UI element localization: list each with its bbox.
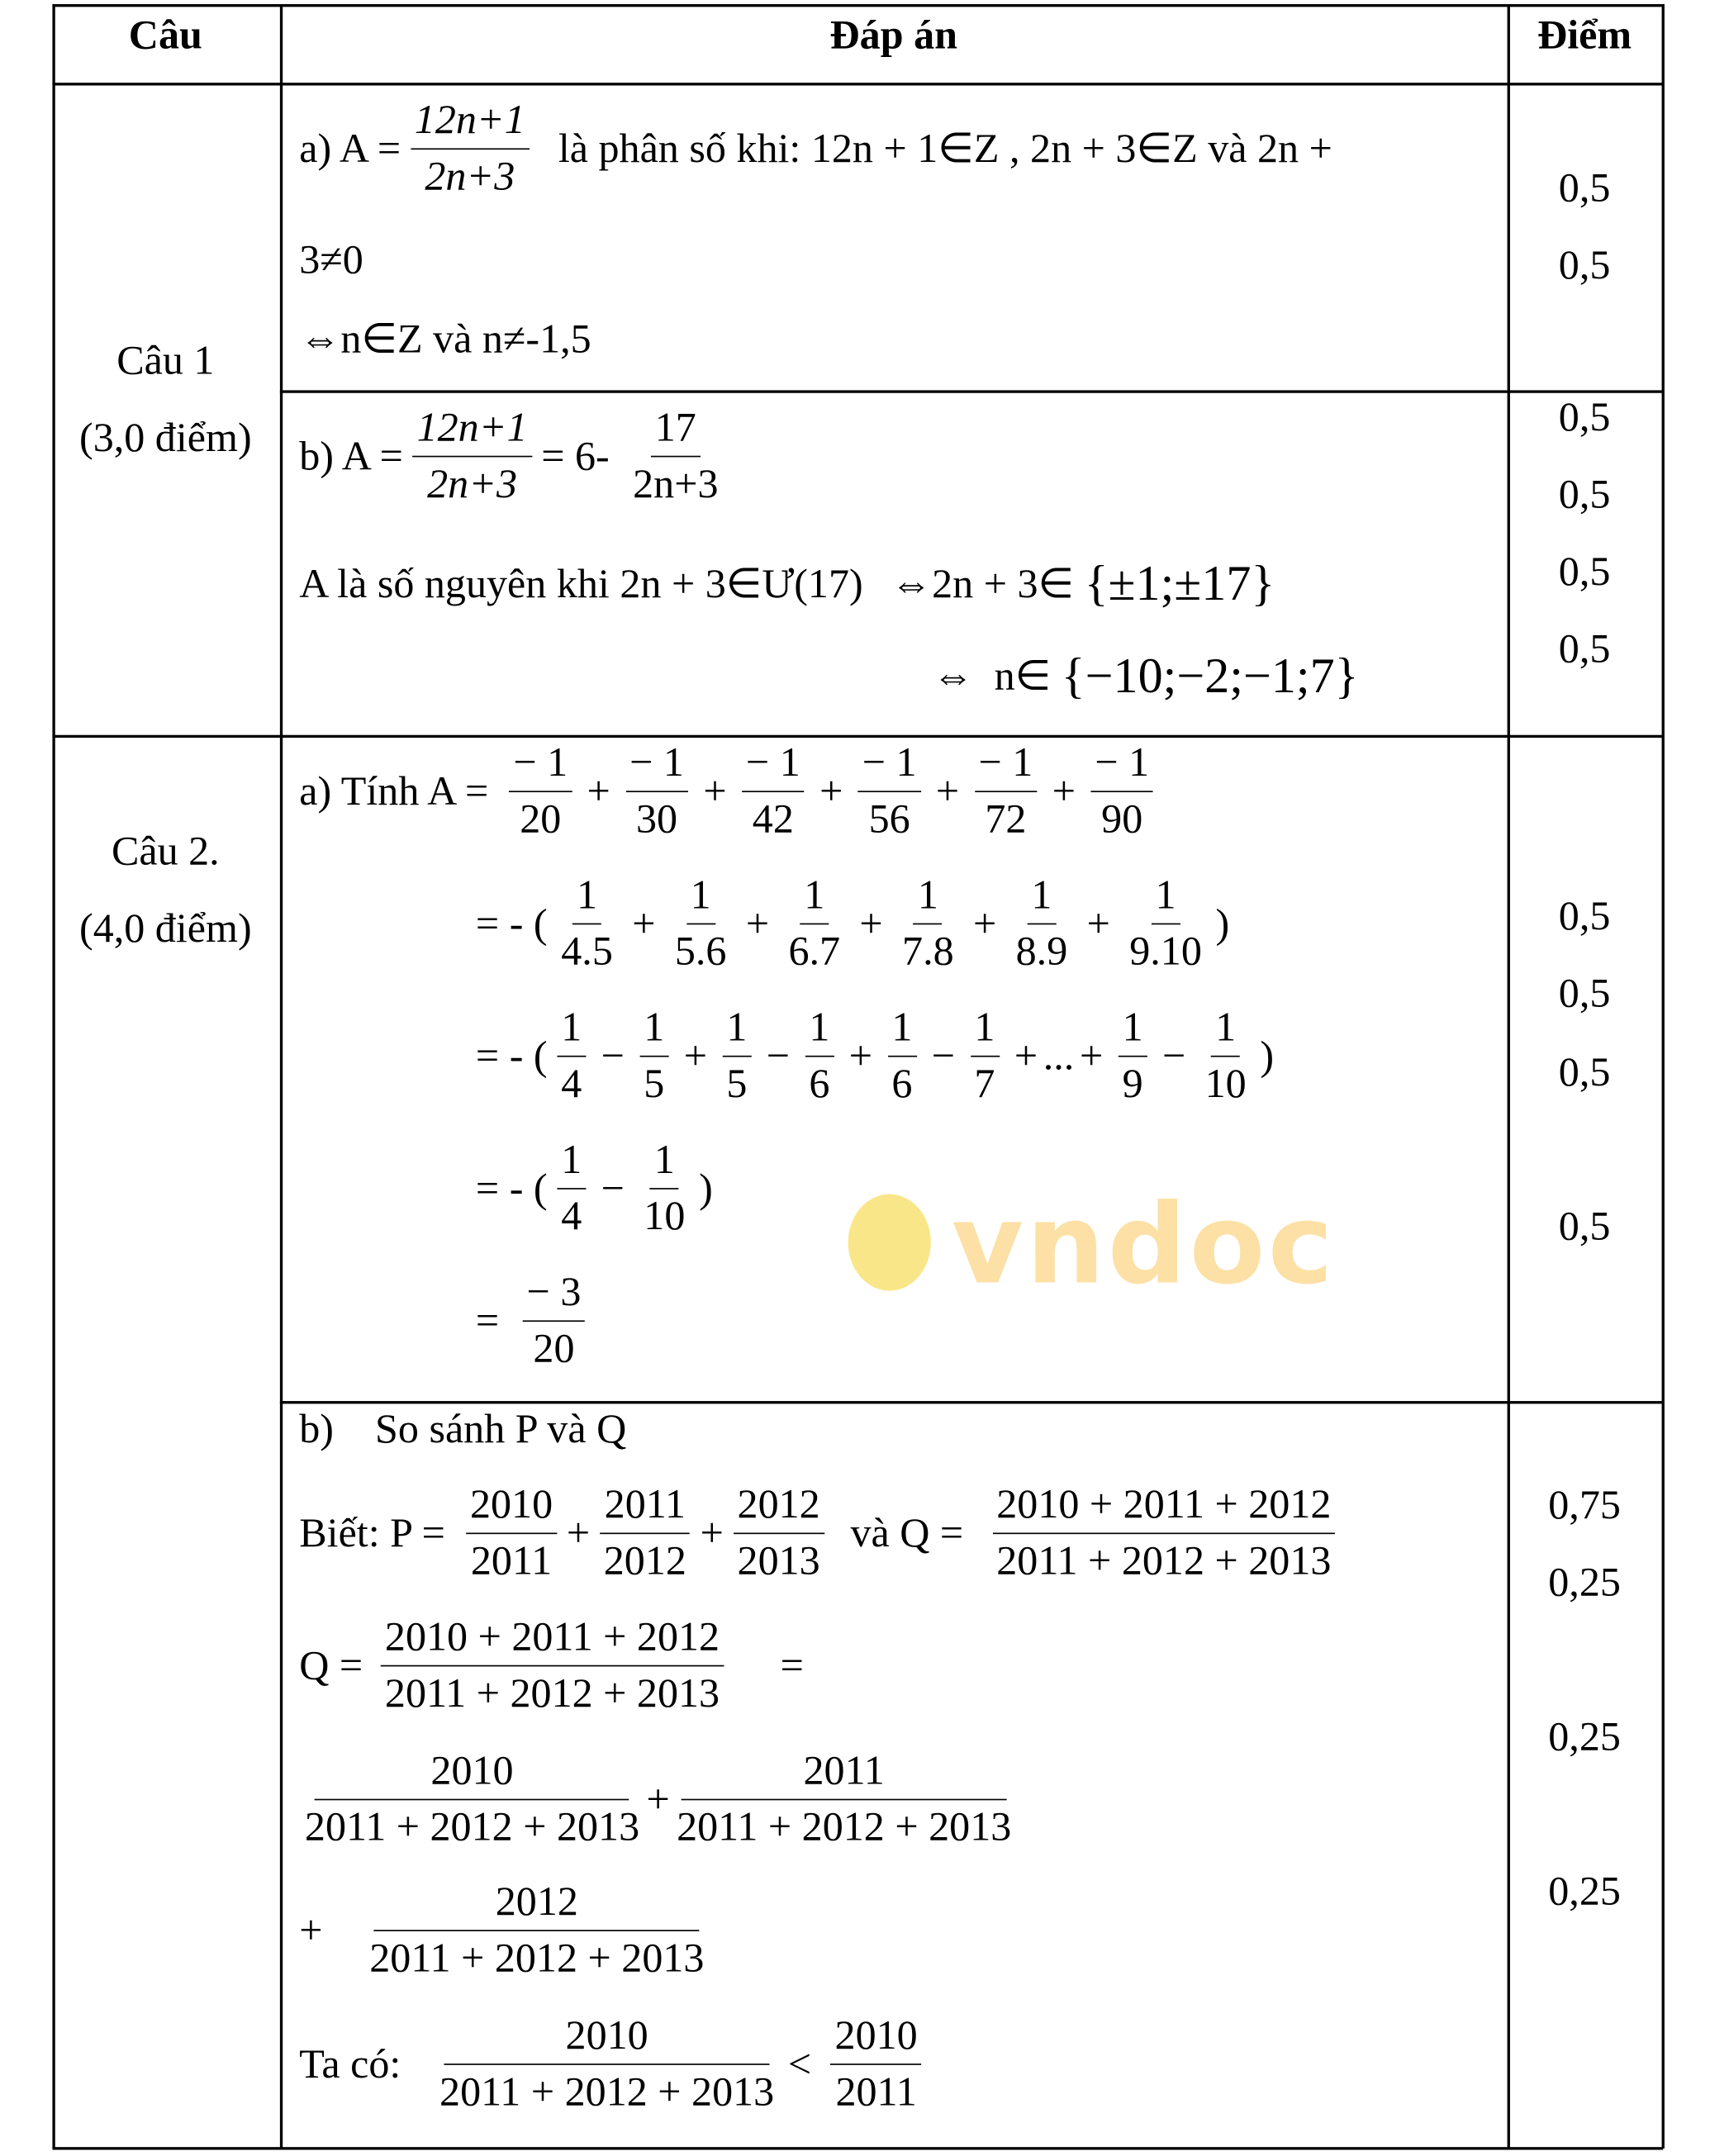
q2a-line3: = - ( 1 4 − $\frac{1}{5}$ + $\frac{1}{5}$ − $\frac{1}{6}$ + $\frac{1}{6}$ − $\frac{1}{7}$ + ... + $\frac{1}{9}$ − $\frac{1}{10}$ ) [476,1000,1274,1112]
fraction: $\frac{2011}{2012}$ [600,1478,691,1589]
fraction: 1 4 [557,1000,586,1112]
text: A là số nguyên khi 2n + 3∈Ư(17) [299,560,863,606]
fraction: $\frac{2010}{2011}$ [466,1478,557,1589]
watermark: vndoc [951,1180,1337,1309]
score: 0,5 [1558,242,1611,288]
score: 0,75 [1548,1482,1621,1528]
table-border [52,83,1663,85]
set: {−10;−2;−1;7} [1061,648,1359,704]
text: là phân số khi: 12n + 1∈Z , 2n + 3∈Z và 2n + [558,126,1332,172]
text: = 6- [541,433,610,479]
fraction: 17 2n+3 [629,401,722,512]
fraction: 2010 2011 [831,2008,922,2120]
score: 0,25 [1548,1868,1621,1915]
header-dap-an: Đáp án [829,12,957,59]
table-border [280,1401,1663,1403]
q2b-line4: + $\frac{2012}{2011 + 2012 + 2013}$ [299,1874,718,1986]
text: ⇔2n + 3∈ [891,560,1085,606]
q2b-line1: Biết: P = $\frac{2010}{2011}$ + $\frac{2011}{2012}$ + $\frac{2012}{2013}$ và Q = $\frac{2010 + 2011 + 2012}{2011 + 2012 + 2013}$ [299,1478,1345,1589]
fraction: $\frac{1}{6.7}$ [784,868,844,980]
q2-points: (4,0 điểm) [79,905,252,952]
q2a-line4: = - ( 1 4 − $\frac{1}{10}$ ) [476,1133,713,1244]
score: 0,5 [1558,548,1611,595]
set: {±1;±17} [1084,555,1275,611]
score: 0,5 [1558,1204,1611,1250]
q1b-line1 [299,401,732,512]
q1b-line2 [299,554,1275,612]
fraction: $\frac{1}{6}$ [887,1000,916,1112]
table-border [280,390,1663,392]
q1a-line2: 3≠0 [299,237,363,283]
fraction: $\frac{1}{9}$ [1119,1000,1147,1112]
fraction: 1 4 [557,1133,586,1244]
score: 0,5 [1558,893,1611,939]
q1-points: (3,0 điểm) [79,415,252,461]
table-border [52,4,1663,7]
table-border [52,4,55,2149]
score: 0,5 [1558,394,1611,440]
fraction: $\frac{1}{6}$ [805,1000,834,1112]
q2b-title: b) So sánh P và Q [299,1406,627,1452]
q1a-line3: ⇔n∈Z và n≠-1,5 [299,316,591,363]
fraction: $\frac{1}{8.9}$ [1012,868,1072,980]
fraction: $\frac{1}{10}$ [639,1133,689,1244]
fraction: $\frac{2010 + 2011 + 2012}{2011 + 2012 + 2013}$ [992,1478,1335,1589]
fraction: $\frac{- 1}{56}$ [858,736,921,848]
text: ⇔ n∈ [932,653,1062,699]
header-diem: Điểm [1537,12,1632,59]
score: 0,5 [1558,1049,1611,1095]
fraction: $\frac{2012}{2011 + 2012 + 2013}$ [365,1874,708,1986]
q2a-line1: a) Tính A = $\frac{- 1}{20}$ + $\frac{- 1}{30}$ + $\frac{- 1}{42}$ + $\frac{- 1}{56}$ + $\frac{- 1}{72}$ + $\frac{- 1}{90}$ [299,736,1163,848]
score: 0,5 [1558,165,1611,211]
fraction: $\frac{1}{7}$ [970,1000,999,1112]
table-border [1662,4,1665,2149]
header-cau: Câu [128,12,202,59]
q2a-line2: = - ( 1 4.5 + $\frac{1}{5.6}$ + $\frac{1}{6.7}$ + $\frac{1}{7.8}$ + $\frac{1}{8.9}$ + $\frac{1}{9.10}$ ) [476,868,1229,980]
q1-label: Câu 1 [116,337,215,384]
fraction: 1 4.5 [557,868,617,980]
fraction: $\frac{- 1}{20}$ [509,736,572,848]
fraction: $\frac{- 1}{72}$ [975,736,1038,848]
fraction: $\frac{1}{5}$ [639,1000,668,1112]
fraction: $\frac{- 1}{90}$ [1090,736,1153,848]
fraction: $\frac{- 1}{42}$ [742,736,805,848]
fraction: $\frac{2012}{2013}$ [734,1478,824,1589]
fraction: $\frac{12n+1}{2n+3}$ [411,93,530,205]
q1a-line1 [299,93,1332,205]
score: 0,5 [1558,971,1611,1017]
fraction: 2010 2011 + 2012 + 2013 [301,1744,644,1855]
text: a) A = [299,125,401,171]
text: a) Tính A = [299,767,489,814]
fraction: $\frac{1}{7.8}$ [898,868,958,980]
chick-logo-icon [848,1194,931,1291]
score: 0,25 [1548,1714,1621,1760]
fraction: $\frac{- 3}{20}$ [523,1266,586,1377]
table-border [1508,4,1510,2149]
q2b-line5: Ta có: 2010 2011 + 2012 + 2013 < 2010 2011 [299,2008,931,2120]
fraction: $\frac{- 1}{30}$ [625,736,688,848]
fraction: $\frac{2010 + 2011 + 2012}{2011 + 2012 + 2013}$ [381,1610,724,1721]
fraction: $\frac{1}{9.10}$ [1125,868,1206,980]
fraction: $\frac{1}{10}$ [1201,1000,1251,1112]
q2b-line2: Q = $\frac{2010 + 2011 + 2012}{2011 + 2012 + 2013}$ = [299,1610,804,1721]
score: 0,5 [1558,625,1611,672]
q1b-line3 [932,647,1358,705]
fraction: $\frac{1}{5}$ [722,1000,751,1112]
score: 0,25 [1548,1560,1621,1606]
fraction: 2010 2011 + 2012 + 2013 [435,2008,778,2120]
q2a-line5: = $\frac{- 3}{20}$ [476,1266,595,1377]
fraction: $\frac{12n+1}{2n+3}$ [413,401,532,512]
table-border [280,4,283,2149]
score: 0,5 [1558,471,1611,518]
q2b-line3: 2010 2011 + 2012 + 2013 + $\frac{2011}{2011 + 2012 + 2013}$ [298,1744,1019,1855]
fraction: $\frac{2011}{2011 + 2012 + 2013}$ [672,1744,1015,1855]
text: b) A = [299,433,403,479]
table-border [52,2147,1663,2149]
q2-label: Câu 2. [111,829,220,875]
fraction: $\frac{1}{5.6}$ [671,868,731,980]
